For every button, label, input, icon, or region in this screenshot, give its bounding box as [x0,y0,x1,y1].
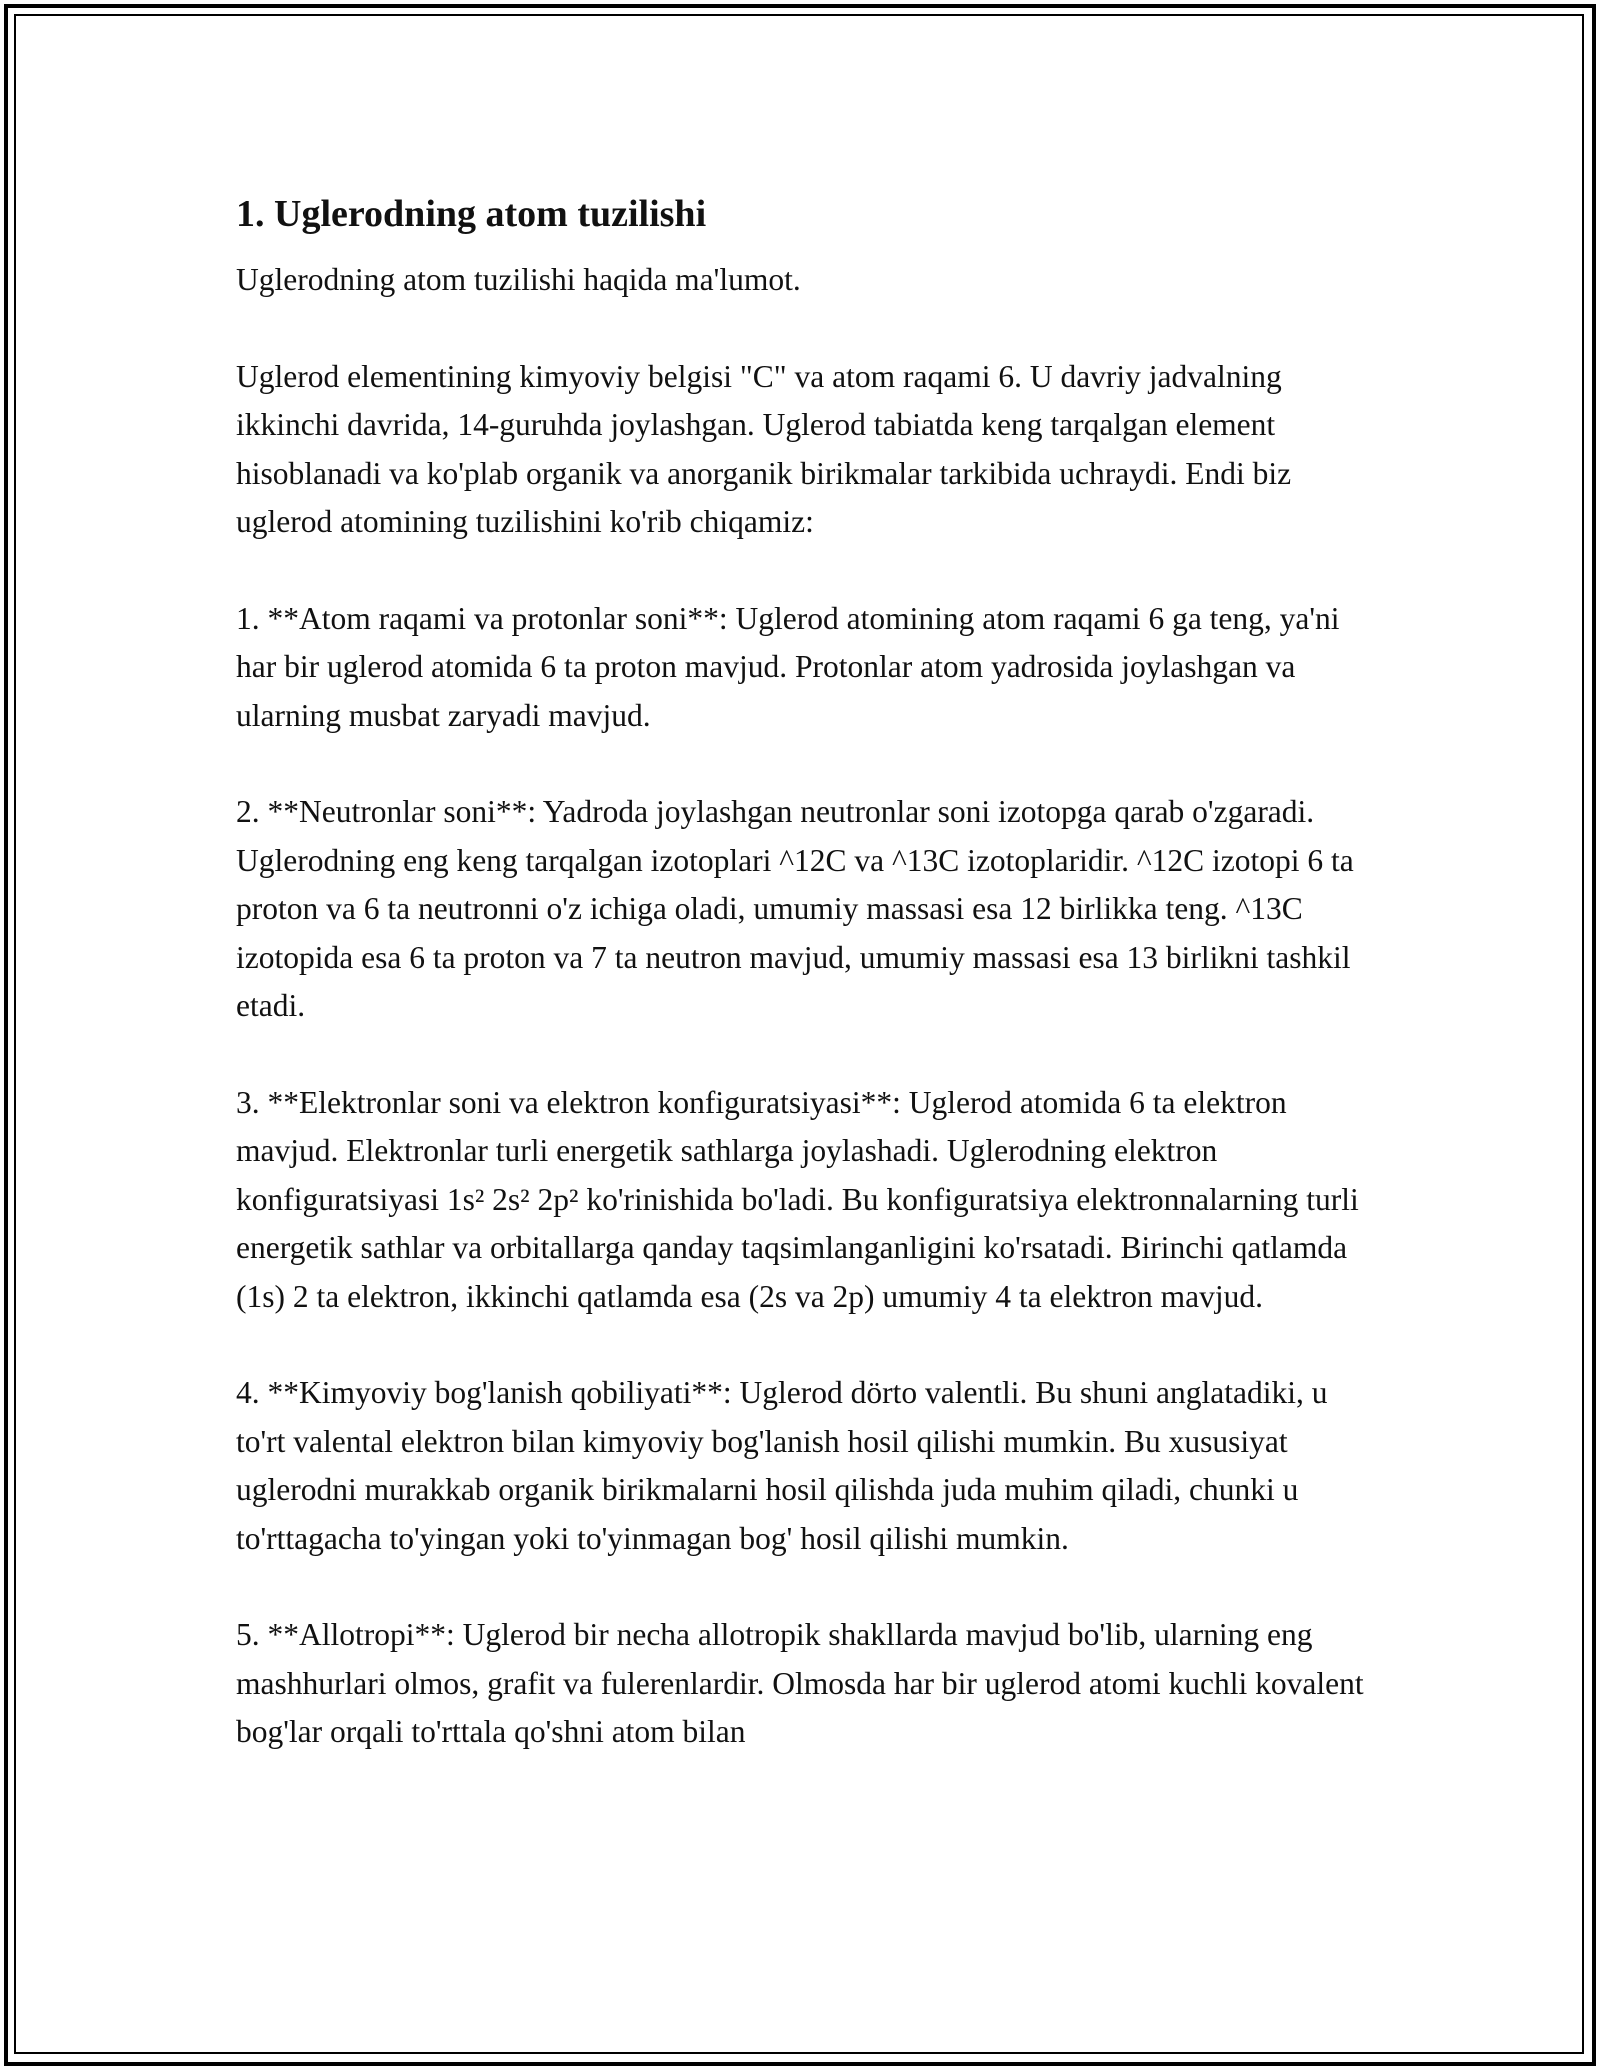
paragraph-neutrons: 2. **Neutronlar soni**: Yadroda joylashgan neutronlar soni izotopga qarab o'zgaradi. Uglerodning eng keng tarqalgan izotoplari ^12C va ^13C izotoplaridir. ^12C izotopi 6 ta proton va 6 ta neutronni o'z ichiga oladi, umumiy massasi esa 12 birlikka teng. ^13C izotopida esa 6 ta proton va 7 ta neutron mavjud, umumiy massasi esa 13 birlikni tashkil etadi. [236,794,1354,1023]
paragraph-electrons: 3. **Elektronlar soni va elektron konfiguratsiyasi**: Uglerod atomida 6 ta elektron mavjud. Elektronlar turli energetik sathlarga joylashadi. Uglerodning elektron konfiguratsiyasi 1s² 2s² 2p² ko'rinishida bo'ladi. Bu konfiguratsiya elektronnalarning turli energetik sathlar va orbitallarga qanday taqsimlanganligini ko'rsatadi. Birinchi qatlamda (1s) 2 ta elektron, ikkinchi qatlamda esa (2s va 2p) umumiy 4 ta elektron mavjud. [236,1084,1359,1314]
document-body [236,182,1376,1805]
paragraph-bonding: 4. **Kimyoviy bog'lanish qobiliyati**: Uglerod dörto valentli. Bu shuni anglatadiki, u to'rt valental elektron bilan kimyoviy bog'lanish hosil qilishi mumkin. Bu xususiyat uglerodni murakkab organik birikmalarni hosil qilishda juda muhim qiladi, chunki u to'rttagacha to'yingan yoki to'yinmagan bog' hosil qilishi mumkin. [236,1375,1328,1556]
section-title: 1. Uglerodning atom tuzilishi [236,193,707,235]
paragraph-allotropy: 5. **Allotropi**: Uglerod bir necha allotropik shakllarda mavjud bo'lib, ularning eng mashhurlari olmos, grafit va fulerenlardir. Olmosda har bir uglerod atomi kuchli kovalent bog'lar orqali to'rttala qo'shni atom bilan [236,1617,1364,1749]
paragraph-overview: Uglerod elementining kimyoviy belgisi "C" va atom raqami 6. U davriy jadvalning ikkinchi davrida, 14-guruhda joylashgan. Uglerod tabiatda keng tarqalgan element hisoblanadi va ko'plab organik va anorganik birikmalar tarkibida uchraydi. Endi biz uglerod atomining tuzilishini ko'rib chiqamiz: [236,358,1292,539]
paragraph-protons: 1. **Atom raqami va protonlar soni**: Uglerod atomining atom raqami 6 ga teng, ya'ni har bir uglerod atomida 6 ta proton mavjud. Protonlar atom yadrosida joylashgan va ularning musbat zaryadi mavjud. [236,600,1340,733]
paragraph-intro: Uglerodning atom tuzilishi haqida ma'lumot. [236,262,801,297]
